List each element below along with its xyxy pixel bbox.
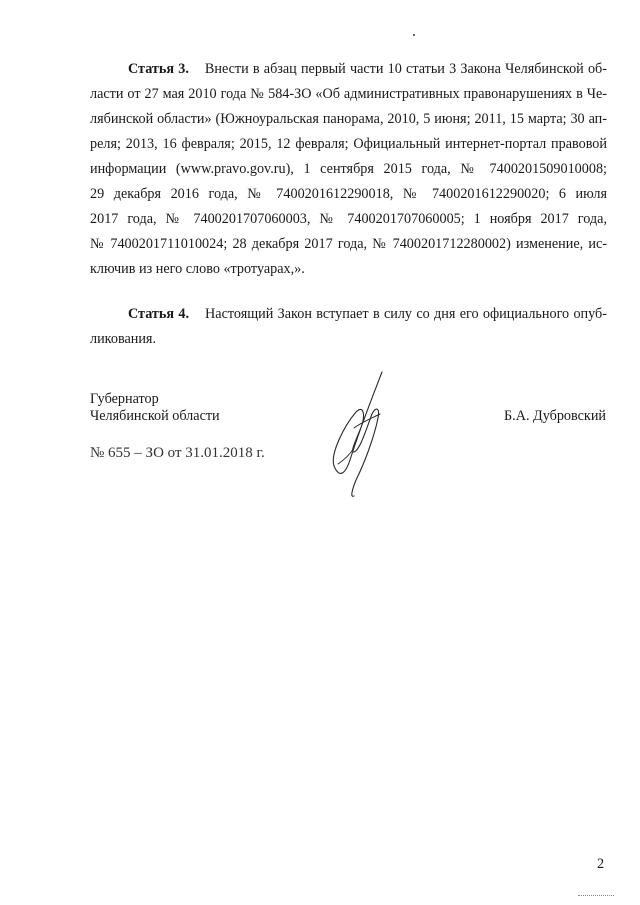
- article-4-line-1: [128, 304, 607, 324]
- article-3-line-8: № 7400201711010024; 28 декабря 2017 года, № 7400201712280002) изменение, ис-: [90, 236, 607, 252]
- article-4-text: Настоящий Закон вступает в силу со дня его официального опуб-: [205, 306, 607, 322]
- signatory-title-line-2: Челябинской области: [90, 408, 220, 424]
- scan-edge-mark: [578, 895, 614, 897]
- article-4-line-2: ликования.: [90, 331, 157, 347]
- handwritten-signature: [320, 368, 400, 503]
- signatory-name: Б.А. Дубровский: [504, 408, 607, 424]
- scan-speck: [413, 34, 415, 36]
- article-3-text: Внести в абзац первый части 10 статьи 3 Закона Челябинской об-: [204, 61, 607, 77]
- article-3-label: Статья 3.: [128, 61, 189, 77]
- article-3-line-4: реля; 2013, 16 февраля; 2015, 12 февраля; Официальный интернет-портал правовой: [90, 136, 607, 152]
- signatory-title-line-1: Губернатор: [90, 391, 159, 407]
- article-3-line-5: информации (www.pravo.gov.ru), 1 сентября 2015 года, № 7400201509010008;: [90, 161, 607, 177]
- article-3-line-9: ключив из него слово «тротуарах,».: [90, 261, 305, 277]
- article-3-line-7: 2017 года, № 7400201707060003, № 7400201707060005; 1 ноября 2017 года,: [90, 211, 607, 227]
- law-number-date: № 655 – ЗО от 31.01.2018 г.: [90, 445, 265, 461]
- article-3-line-1: [128, 59, 607, 79]
- page-number: 2: [597, 856, 605, 872]
- article-4-label: Статья 4.: [128, 306, 190, 322]
- article-3-line-2: ласти от 27 мая 2010 года № 584-ЗО «Об административных правонарушениях в Че-: [90, 86, 607, 102]
- article-3-line-6: 29 декабря 2016 года, № 7400201612290018, № 7400201612290020; 6 июля: [90, 186, 607, 202]
- article-3-line-3: лябинской области» (Южноуральская панорама, 2010, 5 июня; 2011, 15 марта; 30 ап-: [90, 111, 607, 127]
